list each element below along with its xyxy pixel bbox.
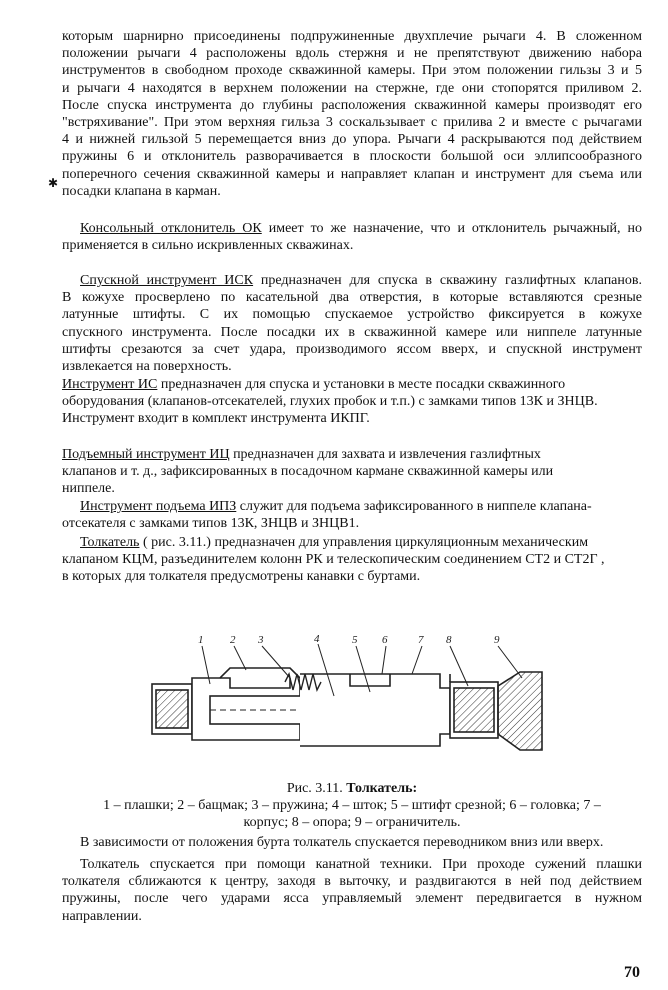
paragraph-ic [62, 446, 642, 498]
page-number: 70 [624, 964, 640, 981]
tool-drawing [152, 668, 542, 750]
text-line: Подъемный инструмент ИЦ предназначен для захвата и извлечения газлифтных [62, 447, 541, 462]
figure-label: 3 [258, 634, 264, 646]
text-line: Консольный отклонитель ОК имеет то же назначение, что и отклонитель рычажный, но [80, 221, 643, 236]
text-line: отсекателя с замками типов 13К, ЗНЦВ и ЗНЦВ1. [62, 516, 360, 532]
text-line: "встряхивание". При этом верхняя гильза 3 соскальзывает с прилива 2 и вместе с рычагами [62, 115, 642, 131]
text-line: 4 и нижней гильзой 5 перемещается вниз до упора. Рычаги 4 раскрываются под действием [62, 132, 642, 148]
text-line: оборудования (клапанов-отсекателей, глухих пробок и т.п.) с замками типов 13К и ЗНЦВ. [62, 394, 598, 410]
figure-label: 1 [198, 634, 204, 646]
paragraph-position [62, 834, 642, 851]
text-line: Толкатель ( рис. 3.11.) предназначен для управления циркуляционным механическим [80, 535, 589, 550]
pusher-figure [150, 630, 570, 770]
text-line: поперечного сечения скважинной камеры и направляет клапан и инструмент для съема или [62, 166, 642, 182]
paragraph-ipz [62, 498, 642, 532]
figure-label: 8 [446, 634, 452, 646]
figure-label: 6 [382, 634, 388, 646]
text-line: которым шарнирно присоединены подпружиненные двухплечие рычаги 4. В сложенном [62, 29, 642, 44]
figure-label: 9 [494, 634, 500, 646]
paragraph-isk [62, 272, 642, 375]
caption-legend-line: корпус; 8 – опора; 9 – ограничитель. [243, 815, 461, 830]
figure-label: 5 [352, 634, 358, 646]
text-line: Толкатель спускается при помощи канатной техники. При проходе сужений плашки [80, 857, 642, 872]
figure-label: 4 [314, 633, 320, 645]
text-line: Инструмент входит в комплект инструмента ИКПГ. [62, 411, 370, 427]
term-heading: Толкатель [80, 535, 140, 550]
text-line: и рычаги 4 находятся в верхнем положении на стержне, где они стопорятся приливом 2. [62, 80, 642, 96]
text-line: Инструмент ИС предназначен для спуска и установки в месте посадки скважинного [62, 377, 566, 392]
figure-label: 2 [230, 634, 236, 646]
text-line: в которых для толкателя предусмотрены канавки с буртами. [62, 569, 421, 585]
text-line: пружины, после чего ударами ясса управляемый элемент передвигается в нужном [62, 891, 642, 907]
text-line: ниппеле. [62, 481, 115, 497]
text-line: штифты срезаются за счет удара, производимого яссом вверх, и спускной инструмент [62, 341, 642, 357]
text-line: посадки клапана в карман. [62, 183, 221, 199]
text-line: В зависимости от положения бурта толкатель спускается переводником вниз или вверх. [80, 835, 604, 850]
paragraph-deflector-lever [62, 28, 642, 200]
term-heading: Спускной инструмент ИСК [80, 273, 254, 288]
text-line: Инструмент подъема ИПЗ служит для подъема зафиксированного в ниппеле клапана- [80, 499, 592, 514]
figure-label: 7 [418, 634, 424, 646]
text-line: После спуска инструмента до глубины расположения скважинной камеры производят его [62, 97, 642, 113]
text-line: клапанов и т. д., зафиксированных в посадочном кармане скважинной камеры или [62, 464, 554, 480]
text-line: Спускной инструмент ИСК предназначен для спуска в скважину газлифтных клапанов. [80, 273, 642, 288]
text-line: инструментов в свободном проходе скважинной камеры. При этом положении гильзы 3 и 5 [62, 63, 642, 79]
text-line: В кожухе просверлено по касательной два отверстия, в которые вставляются срезные [62, 290, 642, 306]
text-line: положении рычаги 4 расположены вдоль стержня и не препятствуют движению набора [62, 46, 642, 62]
paragraph-console-deflector [62, 220, 642, 254]
text-line: латунные штифты. С их помощью спускаемое устройство фиксируется в кожухе [62, 307, 642, 323]
term-heading: Инструмент ИС [62, 377, 158, 392]
figure-caption [60, 780, 644, 831]
paragraph-is [62, 376, 642, 428]
text-line: спускного инструмента. После посадки их в скважинной камере или ниппеле латунные [62, 324, 642, 340]
caption-legend-line: 1 – плашки; 2 – бащмак; 3 – пружина; 4 – шток; 5 – штифт срезной; 6 – головка; 7 – [103, 798, 601, 813]
text-line: пружины 6 и отклонитель разворачивается в плоскости большой оси эллипсообразного [62, 149, 642, 165]
term-heading: Инструмент подъема ИПЗ [80, 499, 237, 514]
text-line: клапаном КЦМ, разъединителем колонн РК и телескопическим соединением СТ2 и СТ2Г , [62, 552, 605, 568]
term-heading: Подъемный инструмент ИЦ [62, 447, 230, 462]
margin-mark: ✱ [48, 176, 59, 190]
caption-title-line: Рис. 3.11. Толкатель: [286, 781, 418, 796]
paragraph-pusher [62, 534, 642, 586]
text-line: направлении. [62, 908, 142, 924]
text-line: толкателя сближаются к центру, заходя в выточку, и раздвигаются в ней под действием [62, 874, 642, 890]
text-line: применяется в сильно искривленных скважинах. [62, 238, 354, 254]
paragraph-wireline [62, 856, 642, 925]
term-heading: Консольный отклонитель ОК [80, 221, 262, 236]
text-line: извлекается на поверхность. [62, 359, 232, 375]
